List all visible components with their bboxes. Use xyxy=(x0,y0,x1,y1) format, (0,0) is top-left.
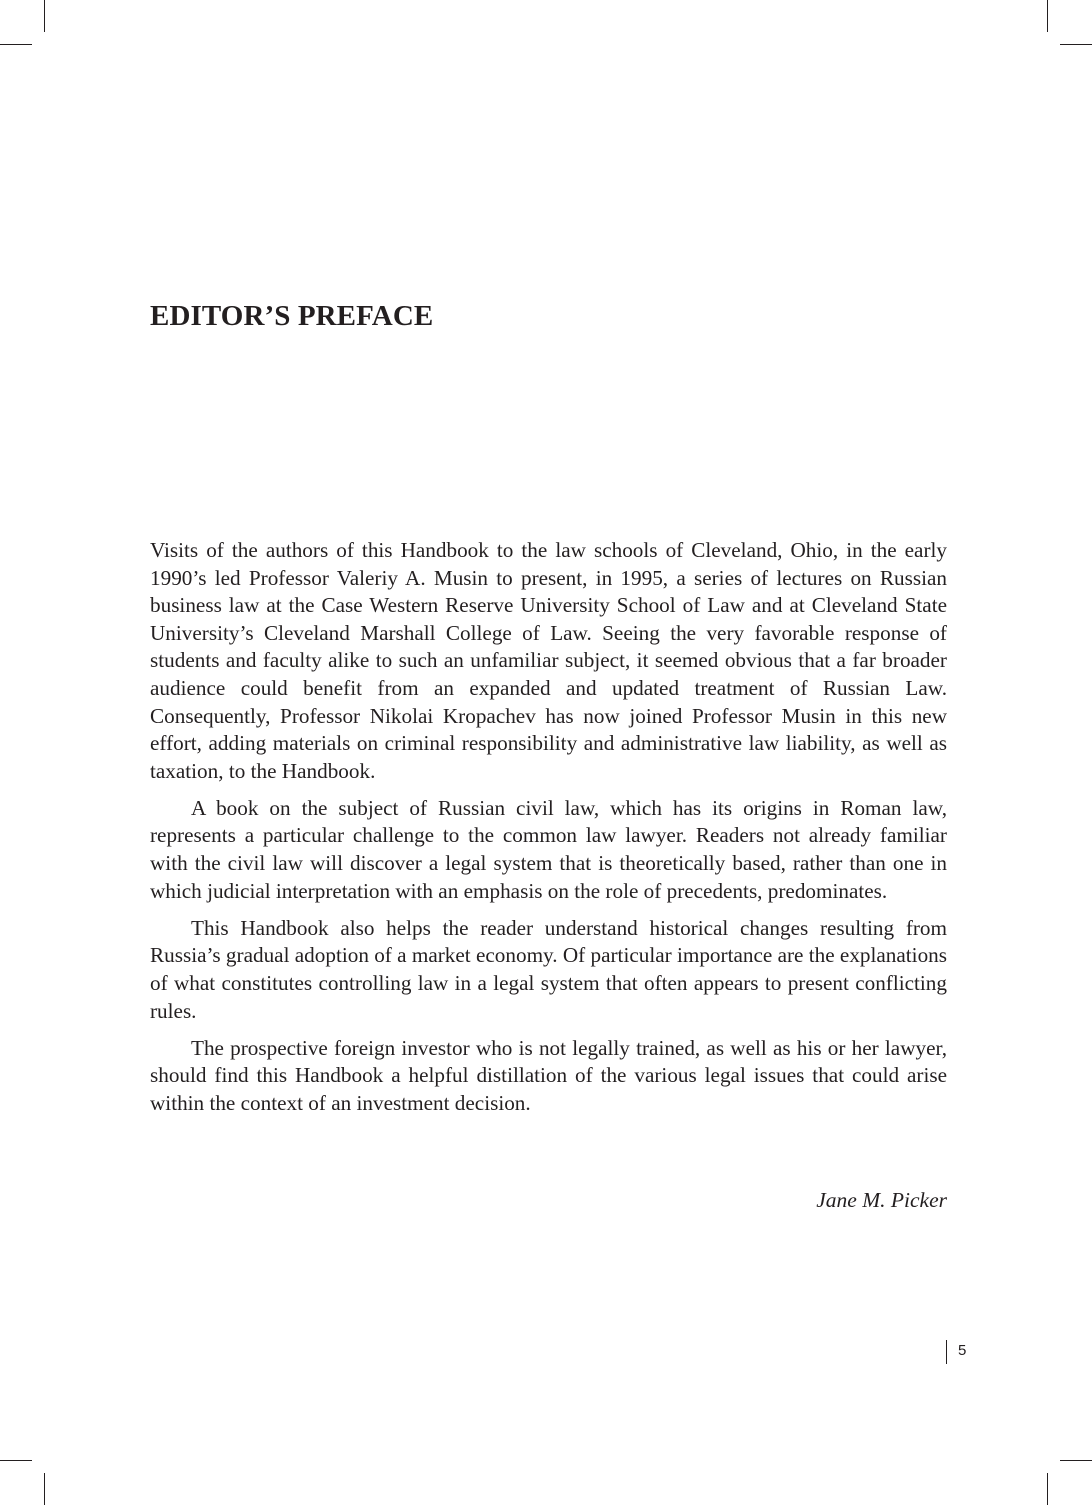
crop-mark-bottom-left-horizontal xyxy=(0,1460,32,1461)
page-title: EDITOR’S PREFACE xyxy=(150,300,434,332)
crop-mark-bottom-left-vertical xyxy=(44,1473,45,1505)
paragraph-4: The prospective foreign investor who is not legally trained, as well as his or her lawyer, should find this Handbook a helpful distillation of the various legal issues that could arise within the context of an investment decision. xyxy=(150,1035,947,1115)
author-signature: Jane M. Picker xyxy=(816,1188,947,1212)
crop-mark-top-left-vertical xyxy=(44,0,45,32)
page-number-rule xyxy=(946,1340,947,1364)
crop-mark-bottom-right-vertical xyxy=(1047,1473,1048,1505)
crop-mark-top-left-horizontal xyxy=(0,44,32,45)
crop-mark-bottom-right-horizontal xyxy=(1060,1460,1092,1461)
paragraph-1: Visits of the authors of this Handbook to the law schools of Cleveland, Ohio, in the early 1990’s led Professor Valeriy A. Musin to present, in 1995, a series of lectures on Russian business law at the Case Western Reserve University School of Law and at Cleveland State University’s Cleveland Marshall College of Law. Seeing the very favorable response of students and faculty alike to such an unfamiliar subject, it seemed obvious that a far broader audience could benefit from an expanded and updated treatment of Russian Law. Consequently, Professor Nikolai Kropachev has now joined Professor Musin in this new effort, adding materials on criminal responsibility and administrative law liability, as well as taxation, to the Handbook. xyxy=(150,538,947,783)
crop-mark-top-right-horizontal xyxy=(1060,44,1092,45)
paragraph-2: A book on the subject of Russian civil law, which has its origins in Roman law, represents a particular challenge to the common law lawyer. Readers not already familiar with the civil law will discover a legal system that is theoretically based, rather than one in which judicial interpretation with an emphasis on the role of precedents, predominates. xyxy=(150,795,947,903)
page-number: 5 xyxy=(958,1342,967,1359)
crop-mark-top-right-vertical xyxy=(1047,0,1048,32)
paragraph-3: This Handbook also helps the reader understand historical changes resulting from Russia’s gradual adoption of a market economy. Of particular importance are the explanations of what constitutes controlling law in a legal system that often appears to present conflicting rules. xyxy=(150,915,948,1023)
preface-body xyxy=(150,537,947,1127)
